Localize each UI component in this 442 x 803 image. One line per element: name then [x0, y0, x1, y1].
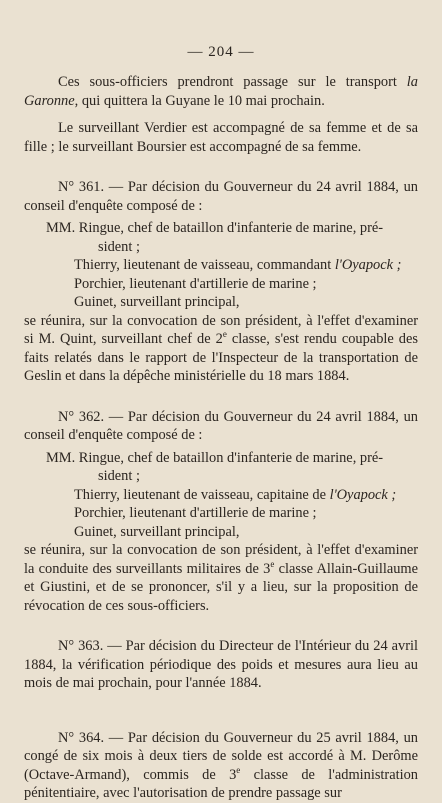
decision-364-paragraph: N° 364. — Par décision du Gouverneur du 25 avril 1884, un congé de six mois à deux tiers de solde est accordé à M. Derôme (Octave-Armand), commis de 3e classe de l'administration pénitentiaire, avec l'autorisation de prendre passage sur [24, 729, 418, 801]
decision-361-members [46, 219, 418, 312]
member-guinet: Guinet, surveillant principal, [74, 294, 240, 310]
member-thierry: Thierry, lieutenant de vaisseau, commandant l'Oyapock ; [74, 257, 402, 273]
member-ringue-continued: sident ; [98, 468, 140, 484]
intro-paragraph-2: Le surveillant Verdier est accompagné de sa femme et de sa fille ; le surveillant Boursier est accompagné de sa femme. [24, 120, 418, 155]
page-number: — 204 — [187, 44, 255, 60]
decision-362-members [46, 449, 418, 542]
ship-name: la Garonne [24, 74, 418, 109]
decision-363-paragraph: N° 363. — Par décision du Directeur de l'Intérieur du 24 avril 1884, la vérification périodique des poids et mesures aura lieu au mois de mai prochain, pour l'année 1884. [24, 638, 418, 691]
member-ringue: MM. Ringue, chef de bataillon d'infanterie de marine, pré- [46, 220, 384, 236]
intro-paragraph-1: Ces sous-officiers prendront passage sur le transport la Garonne, qui quittera la Guyane le 10 mai prochain. [24, 74, 418, 109]
member-thierry: Thierry, lieutenant de vaisseau, capitaine de l'Oyapock ; [74, 486, 397, 503]
decision-361-heading: N° 361. — Par décision du Gouverneur du 24 avril 1884, un conseil d'enquête composé de : [24, 179, 418, 214]
member-porchier: Porchier, lieutenant d'artillerie de marine ; [74, 505, 317, 521]
ship-name: l'Oyapock ; [334, 257, 402, 273]
ship-name: l'Oyapock ; [329, 486, 397, 503]
decision-362-body: se réunira, sur la convocation de son président, à l'effet d'examiner la conduite des surveillants militaires de 3e classe Allain-Guillaume et Giustini, et de se prononcer, s'il y a lieu, sur la proposition de révocation de ces sous-officiers. [24, 542, 418, 614]
member-porchier: Porchier, lieutenant d'artillerie de marine ; [74, 275, 317, 292]
member-guinet: Guinet, surveillant principal, [74, 523, 240, 540]
decision-362-heading: N° 362. — Par décision du Gouverneur du 24 avril 1884, un conseil d'enquête composé de : [24, 408, 418, 443]
member-ringue: MM. Ringue, chef de bataillon d'infanterie de marine, pré- [46, 449, 384, 466]
decision-361-body: se réunira, sur la convocation de son président, à l'effet d'examiner si M. Quint, surveillant chef de 2e classe, s'est rendu coupable des faits relatés dans le rapport de l'Inspecteur de la transportation de Geslin et dans la dépêche ministérielle du 18 mars 1884. [24, 312, 418, 384]
member-ringue-continued: sident ; [98, 238, 140, 255]
